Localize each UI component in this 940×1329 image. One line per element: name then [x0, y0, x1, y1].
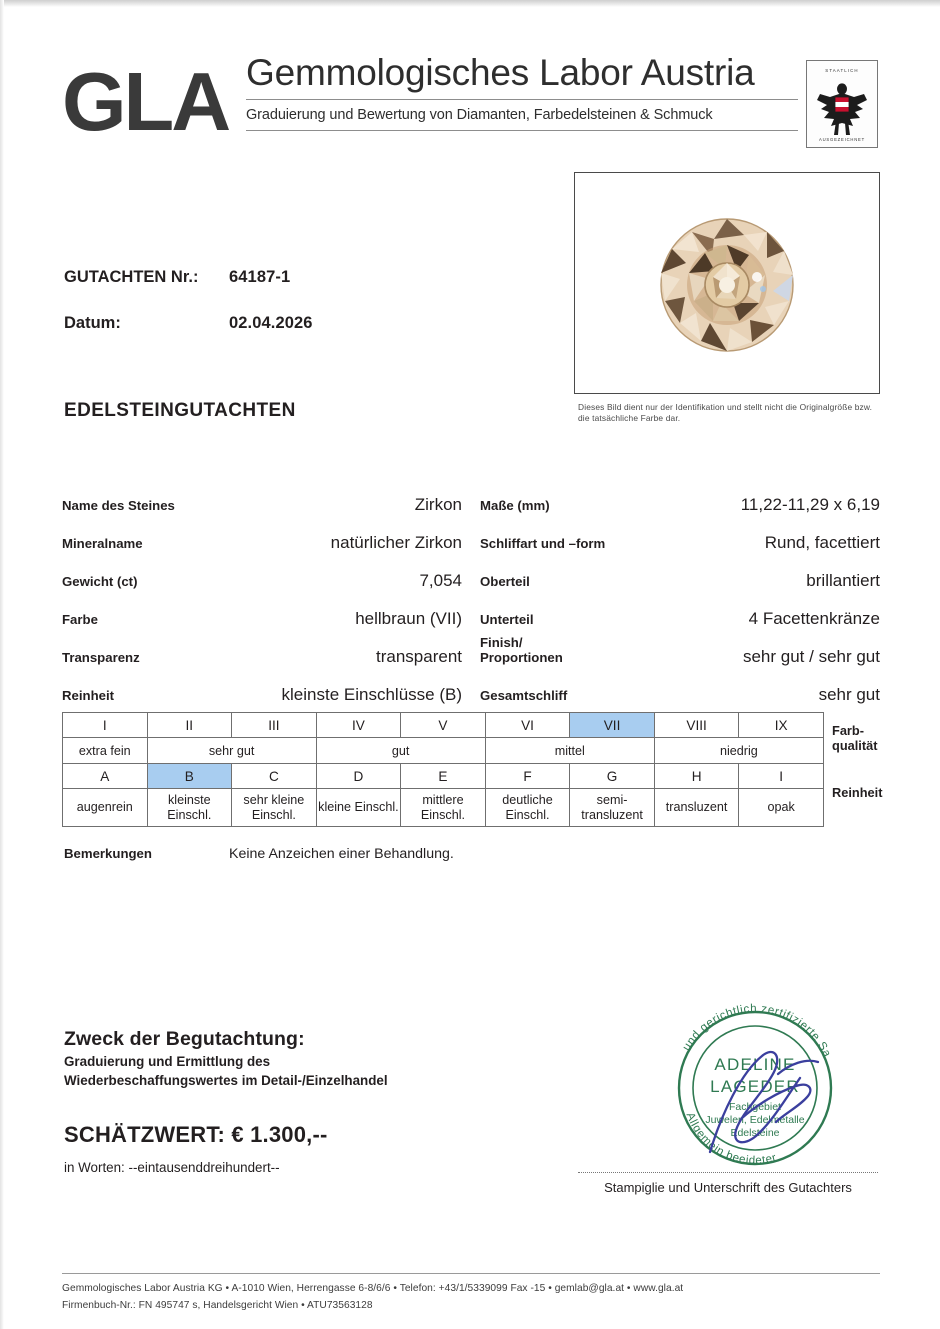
spec-value: brillantiert	[806, 571, 880, 590]
spec-row	[62, 516, 462, 554]
footer-divider	[62, 1273, 880, 1274]
remarks-value: Keine Anzeichen einer Behandlung.	[229, 846, 454, 862]
lab-subtitle: Graduierung und Bewertung von Diamanten, Farbedelsteinen & Schmuck	[246, 107, 713, 124]
clarity-description-cell: semi- transluzent	[570, 789, 655, 827]
svg-text:STAATLICH: STAATLICH	[825, 68, 859, 73]
clarity-grade-cell[interactable]: G	[570, 764, 655, 789]
spec-row	[62, 668, 462, 706]
clarity-symbol-row	[63, 764, 824, 789]
spec-row	[62, 630, 462, 668]
spec-key: Reinheit	[62, 687, 115, 703]
spec-key: Unterteil	[480, 611, 534, 627]
spec-value: Rund, facettiert	[764, 533, 880, 552]
spec-row	[480, 516, 880, 554]
certificate-meta	[64, 268, 484, 360]
color-symbol-row	[63, 713, 824, 738]
date-value: 02.04.2026	[229, 314, 313, 332]
spec-value: kleinste Einschlüsse (B)	[281, 685, 462, 704]
color-group-cell: sehr gut	[147, 738, 316, 764]
spec-row	[62, 554, 462, 592]
lab-title: Gemmologisches Labor Austria	[246, 52, 755, 93]
clarity-grade-cell[interactable]: I	[739, 764, 824, 789]
spec-row	[62, 478, 462, 516]
scan-edge-left	[0, 0, 4, 1329]
gemstone-photo	[574, 172, 880, 394]
estimated-value-in-words: in Worten: --eintausenddreihundert--	[64, 1160, 280, 1175]
estimated-value: SCHÄTZWERT: € 1.300,--	[64, 1122, 328, 1147]
clarity-grade-cell-selected[interactable]: B	[147, 764, 232, 789]
color-grade-cell[interactable]: VI	[485, 713, 570, 738]
color-group-cell: mittel	[485, 738, 654, 764]
specs-left-column	[62, 478, 462, 706]
spec-value: 4 Facettenkränze	[748, 609, 880, 628]
scan-edge-top	[0, 0, 940, 7]
color-grade-cell[interactable]: IX	[739, 713, 824, 738]
certificate-number-row	[64, 268, 484, 287]
date-label: Datum:	[64, 314, 121, 332]
photo-disclaimer: Dieses Bild dient nur der Identifikation und stellt nicht die Originalgröße bzw. die tatsächliche Farbe dar.	[578, 402, 873, 424]
purpose-title: Zweck der Begutachtung:	[64, 1028, 305, 1050]
document-type-title: EDELSTEINGUTACHTEN	[64, 400, 296, 421]
color-grade-cell[interactable]: V	[401, 713, 486, 738]
spec-row	[480, 592, 880, 630]
specs-right-column	[480, 478, 880, 706]
footer-line-2: Firmenbuch-Nr.: FN 495747 s, Handelsgericht Wien • ATU73563128	[62, 1299, 373, 1311]
spec-value: transparent	[376, 647, 462, 666]
spec-key: Name des Steines	[62, 497, 175, 513]
spec-key: Gewicht (ct)	[62, 573, 138, 589]
color-grade-cell[interactable]: II	[147, 713, 232, 738]
remarks-label: Bemerkungen	[64, 846, 152, 861]
remarks-section	[64, 846, 454, 862]
color-quality-label-line1: Farb-	[832, 723, 864, 738]
spec-key: Oberteil	[480, 573, 530, 589]
color-group-row	[63, 738, 824, 764]
purpose-line-2: Wiederbeschaffungswertes im Detail-/Einzelhandel	[64, 1072, 388, 1088]
clarity-grade-cell[interactable]: A	[63, 764, 148, 789]
header-rule-bottom	[246, 130, 798, 131]
grading-table-wrapper	[62, 712, 883, 827]
clarity-grade-cell[interactable]: C	[232, 764, 317, 789]
spec-key-line2: Proportionen	[480, 650, 563, 666]
certificate-number-value: 64187-1	[229, 268, 291, 286]
color-grade-cell[interactable]: III	[232, 713, 317, 738]
spec-row	[480, 478, 880, 516]
color-grade-cell[interactable]: I	[63, 713, 148, 738]
svg-text:und gerichtlich zertifizierte: und gerichtlich zertifizierte Sa	[680, 1002, 834, 1060]
clarity-description-cell: opak	[739, 789, 824, 827]
spec-key: Farbe	[62, 611, 98, 627]
clarity-description-cell: transluzent	[654, 789, 739, 827]
color-quality-label	[832, 724, 878, 753]
purpose-section	[64, 1028, 504, 1090]
spec-key-line1: Finish/	[480, 634, 523, 650]
spec-key: Maße (mm)	[480, 497, 550, 513]
spec-row	[480, 668, 880, 706]
signature-caption: Stampiglie und Unterschrift des Gutachters	[604, 1180, 852, 1195]
clarity-description-cell: mittlere Einschl.	[401, 789, 486, 827]
clarity-description-cell: augenrein	[63, 789, 148, 827]
color-grade-cell[interactable]: VIII	[654, 713, 739, 738]
color-group-cell: gut	[316, 738, 485, 764]
clarity-description-cell: kleinste Einschl.	[147, 789, 232, 827]
clarity-grade-cell[interactable]: H	[654, 764, 739, 789]
certificate-number-label: GUTACHTEN Nr.:	[64, 268, 199, 286]
purpose-description	[64, 1053, 504, 1090]
document-header	[62, 52, 878, 164]
footer-line-1: Gemmologisches Labor Austria KG • A-1010 Wien, Herrengasse 6-8/6/6 • Telefon: +43/1/5339099 Fax -15 • gemlab@gla.at • www.gla.at	[62, 1283, 684, 1294]
clarity-description-cell: kleine Einschl.	[316, 789, 401, 827]
svg-text:AUSGEZEICHNET: AUSGEZEICHNET	[819, 137, 865, 142]
svg-text:LAGEDER: LAGEDER	[710, 1077, 800, 1096]
spec-key: Schliffart und –form	[480, 535, 606, 551]
color-grade-cell[interactable]: IV	[316, 713, 401, 738]
spec-value: 11,22-11,29 x 6,19	[740, 495, 880, 514]
color-group-cell: niedrig	[654, 738, 823, 764]
spec-value: sehr gut	[818, 685, 880, 704]
spec-value: natürlicher Zirkon	[330, 533, 462, 552]
date-row	[64, 314, 484, 333]
svg-text:Fachgebiet: Fachgebiet	[729, 1101, 781, 1113]
svg-text:Juwelen, Edelmetalle: Juwelen, Edelmetalle	[705, 1114, 805, 1126]
spec-key: Transparenz	[62, 649, 140, 665]
clarity-grade-cell[interactable]: E	[401, 764, 486, 789]
header-rule-top	[246, 99, 798, 100]
clarity-description-cell: deutliche Einschl.	[485, 789, 570, 827]
specifications	[62, 478, 880, 706]
purpose-line-1: Graduierung und Ermittlung des	[64, 1054, 271, 1069]
spec-value: sehr gut / sehr gut	[742, 647, 880, 666]
svg-text:ADELINE: ADELINE	[714, 1055, 796, 1074]
gla-logo: GLA	[62, 55, 229, 148]
spec-value: hellbraun (VII)	[355, 609, 462, 628]
clarity-grade-cell[interactable]: D	[316, 764, 401, 789]
svg-text:Edelsteine: Edelsteine	[730, 1127, 780, 1139]
spec-key: Mineralname	[62, 535, 143, 551]
footer	[62, 1281, 892, 1314]
clarity-grade-cell[interactable]: F	[485, 764, 570, 789]
spec-key	[480, 635, 563, 668]
svg-text:Allgemein beeideter: Allgemein beeideter	[683, 1111, 779, 1168]
color-grade-cell-selected[interactable]: VII	[570, 713, 655, 738]
spec-value: 7,054	[419, 571, 462, 590]
spec-row	[480, 554, 880, 592]
grading-table	[62, 712, 824, 827]
clarity-label: Reinheit	[832, 785, 883, 800]
appraiser-stamp	[650, 1000, 888, 1170]
spec-key: Gesamtschliff	[480, 687, 568, 703]
spec-row	[480, 630, 880, 668]
austrian-eagle-crest-icon	[806, 60, 878, 148]
header-text-block	[246, 52, 798, 131]
clarity-description-row	[63, 789, 824, 827]
spec-value: Zirkon	[414, 495, 462, 514]
color-quality-label-line2: qualität	[832, 737, 878, 753]
clarity-description-cell: sehr kleine Einschl.	[232, 789, 317, 827]
color-group-cell: extra fein	[63, 738, 148, 764]
spec-row	[62, 592, 462, 630]
signature-line	[578, 1172, 878, 1173]
